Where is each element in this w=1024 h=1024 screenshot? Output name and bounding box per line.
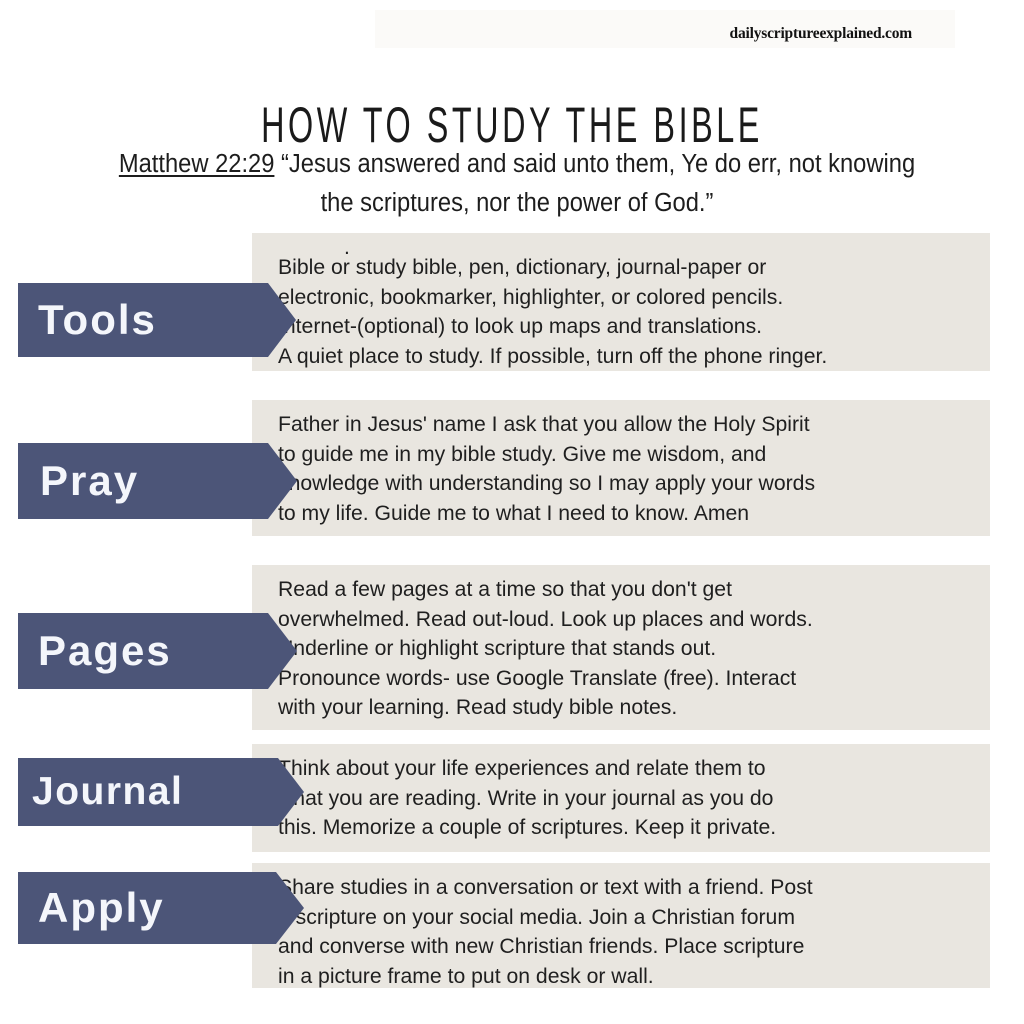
section-pray-line: to my life. Guide me to what I need to know. Amen [278,501,750,525]
section-pray-panel [252,400,990,536]
section-tools-line: Internet-(optional) to look up maps and translations. [278,315,763,338]
section-pages-label: Pages [38,627,172,674]
section-pray-line: Father in Jesus' name I ask that you allow the Holy Spirit [278,413,810,436]
section-pray-line: to guide me in my bible study. Give me wisdom, and [278,442,767,466]
section-journal-panel [252,744,990,852]
section-pray-arrow-label [18,443,268,519]
section-tools-line: A quiet place to study. If possible, turn off the phone ringer. [278,344,828,368]
section-pages-line: overwhelmed. Read out-loud. Look up places and words. [278,607,813,631]
section-tools-panel [252,233,990,371]
stray-mark: . [344,236,350,259]
section-apply-line: in a picture frame to put on desk or wall. [278,964,654,988]
section-pages-line: Read a few pages at a time so that you don't get [278,578,732,601]
section-tools-line: electronic, bookmarker, highlighter, or colored pencils. [278,285,784,309]
site-watermark: dailyscriptureexplained.com [729,25,912,42]
section-pages-arrow-label [18,613,268,689]
section-apply-line: a scripture on your social media. Join a Christian forum [278,905,795,929]
section-pray-label: Pray [40,457,140,504]
section-tools-line: Bible or study bible, pen, dictionary, journal-paper or [278,256,767,279]
section-journal-line: this. Memorize a couple of scriptures. Keep it private. [278,816,777,839]
section-pray-line: knowledge with understanding so I may apply your words [278,472,816,495]
scripture-verse [101,145,932,223]
section-apply-label: Apply [38,884,165,931]
section-apply-line: and converse with new Christian friends. Place scripture [278,935,805,958]
section-journal-line: what you are reading. Write in your journal as you do [278,786,774,810]
section-pages-line: Underline or highlight scripture that stands out. [278,637,717,660]
verse-quote: “Jesus answered and said unto them, Ye do err, not knowing the scriptures, nor the power of God.” [274,150,916,217]
section-pages-line: with your learning. Read study bible notes. [278,696,678,719]
section-tools-arrow-label [18,283,268,357]
section-apply-arrow-label [18,872,276,944]
section-pages-panel [252,565,990,730]
section-journal-arrow-label [18,758,278,826]
section-tools-label: Tools [38,296,157,343]
page-title: HOW TO STUDY THE BIBLE [261,96,763,153]
section-pages-line: Pronounce words- use Google Translate (free). Interact [278,666,797,690]
section-apply-line: Share studies in a conversation or text with a friend. Post [278,876,813,899]
section-journal-line: Think about your life experiences and relate them to [278,757,766,780]
section-journal-label: Journal [32,770,184,813]
section-apply-panel [252,863,990,988]
verse-reference: Matthew 22:29 [118,150,275,178]
